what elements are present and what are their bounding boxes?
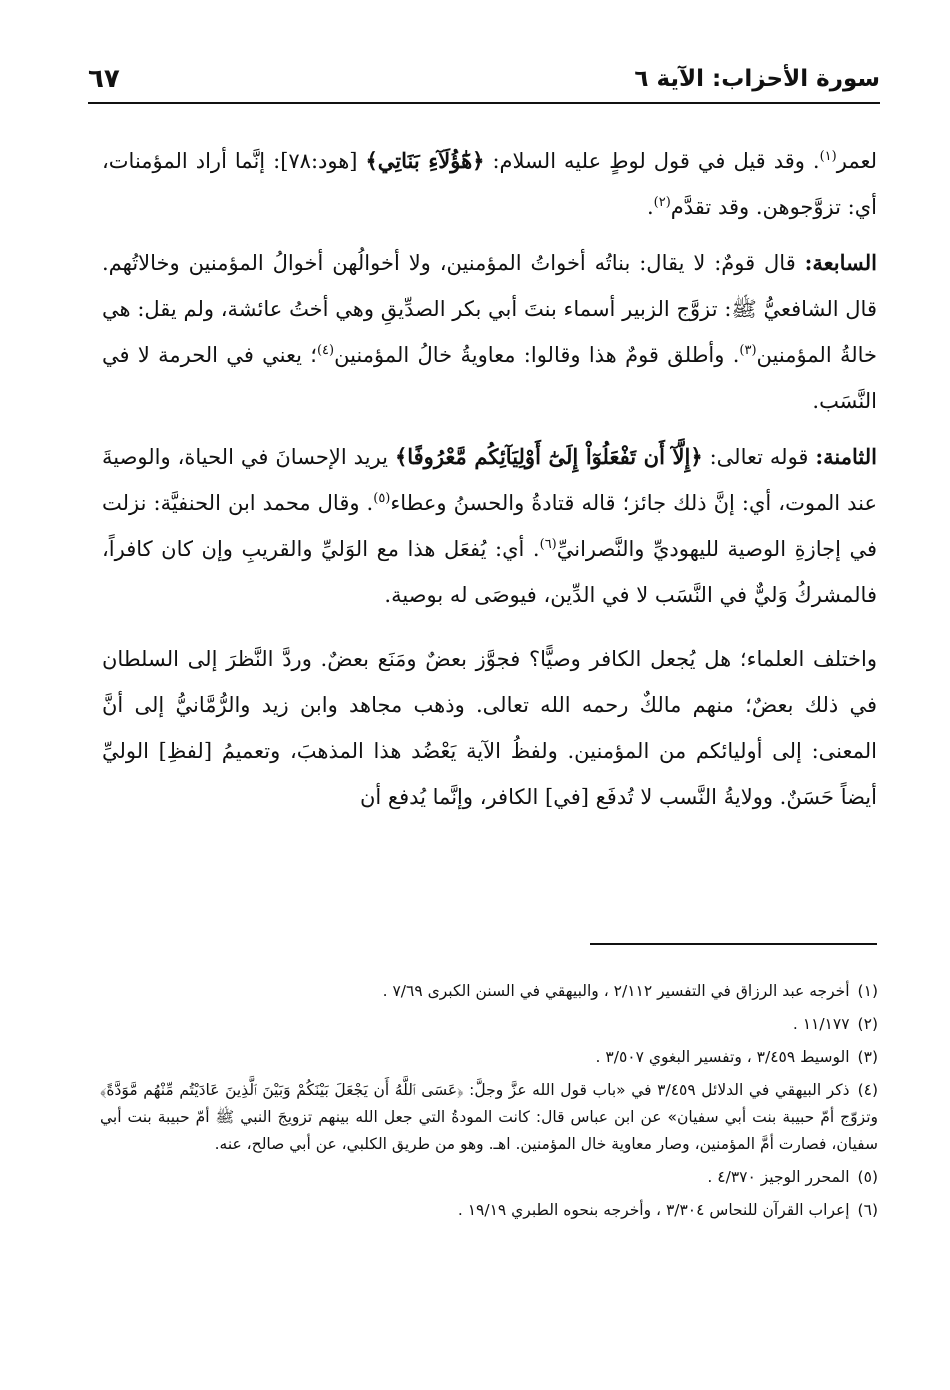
running-title: سورة الأحزاب: الآية ٦: [634, 66, 880, 92]
paragraph-8th: [102, 434, 877, 618]
footnote-4: [100, 1077, 878, 1158]
section-label: السابعة:: [804, 250, 877, 275]
footnote-text: الوسيط ٣/٤٥٩ ، وتفسير البغوي ٣/٥٠٧ .: [595, 1048, 850, 1066]
quran-verse: ﴿إِلَّآ أَن تَفْعَلُوٓاْ إِلَىٰٓ أَوْلِيَآئِكُم مَّعْرُوفًا﴾: [394, 444, 703, 469]
footnotes: [100, 978, 878, 1230]
text-run: . وقال محمد ابن الحنفيَّة: نزلت في إجازةِ الوصية لليهوديِّ والنَّصرانيِّ: [102, 491, 878, 561]
page-header: [88, 58, 880, 106]
text-run: [هود:٧٨]: إنَّما أراد المؤمنات، أي: تزوَّجوهن. وقد تقدَّم: [102, 149, 877, 219]
footnote-5: [100, 1164, 878, 1191]
footnote-ref[interactable]: (٦): [539, 537, 557, 552]
footnote-text: إعراب القرآن للنحاس ٣/٣٠٤ ، وأخرجه بنحوه الطبري ١٩/١٩ .: [457, 1201, 850, 1219]
footnote-number: (٣): [857, 1048, 878, 1066]
footnote-3: [100, 1044, 878, 1071]
footnote-ref[interactable]: (٣): [739, 343, 757, 358]
footnote-text: المحرر الوجيز ٤/٣٧٠ .: [707, 1168, 850, 1186]
text-run: قال قومٌ: لا يقال: بناتُه أخواتُ المؤمنين، ولا أخوالُهن أخوالُ المؤمنين وخالاتُهم. قال الشافعيُّ ﷺ: تزوَّج الزبير أسماء بنتَ أبي بكر الصدِّيقِ وهي أختُ عائشة، ولم يقل: هي خالةُ المؤمنين: [102, 251, 878, 367]
footnote-ref[interactable]: (٤): [316, 343, 335, 358]
page-number: ٦٧: [88, 64, 120, 94]
footnote-number: (٦): [857, 1201, 878, 1219]
footnote-number: (٥): [857, 1168, 878, 1186]
footnote-ref[interactable]: (٢): [653, 195, 671, 210]
footnote-number: (٤): [857, 1081, 879, 1099]
footnote-number: (٢): [857, 1015, 878, 1033]
header-rule: [88, 102, 880, 104]
section-label: الثامنة:: [815, 444, 877, 469]
footnote-6: [100, 1197, 878, 1224]
footnote-2: [100, 1011, 878, 1038]
text-run: يريد الإحسانَ في الحياة، والوصيةَ عند الموت، أي: إنَّ ذلك جائز؛ قاله قتادةُ والحسنُ وعطاء: [102, 445, 877, 515]
text-run: . أي: يُفعَل هذا مع الوَليِّ والقريبِ وإن كان كافراً، فالمشركُ وَليٌّ في النَّسَب لا في الدِّين، فيوصَى له بوصية.: [102, 537, 877, 607]
footnote-1: [100, 978, 878, 1005]
footnote-separator: [590, 943, 877, 945]
footnote-text: ذكر البيهقي في الدلائل ٣/٤٥٩ في «باب قول الله عزَّ وجلَّ: ﴿عَسَى ٱللَّهُ أَن يَجْعَلَ بَيْنَكُمْ وَبَيْنَ ٱلَّذِينَ عَادَيْتُم مِّنْهُم مَّوَدَّةً﴾ وتزوّج أمّ حبيبة بنت أبي سفيان» عن ابن عباس قال: كانت المودةُ التي جعل الله بينهم تزويجَ النبي ﷺ أمّ حبيبة بنت أبي سفيان، فصارت أمَّ المؤمنين، وصار معاوية خال المؤمنين. اهـ. وهو من طريق الكلبي، عن أبي صالح، عنه.: [100, 1081, 878, 1153]
paragraph-1: [102, 138, 877, 230]
text-run: ؛ يعني في الحرمة لا في النَّسَب.: [102, 343, 877, 413]
text-run: . وأطلق قومٌ هذا وقالوا: معاويةُ خالُ المؤمنين: [334, 343, 740, 367]
footnote-ref[interactable]: (١): [819, 149, 837, 164]
text-run: . وقد قيل في قول لوطٍ عليه السلام:: [484, 149, 820, 173]
footnote-number: (١): [857, 982, 878, 1000]
footnote-ref[interactable]: (٥): [373, 491, 391, 506]
paragraph-scholars: واختلف العلماء؛ هل يُجعل الكافر وصيًّا؟ فجوَّز بعضٌ ومَنَع بعضٌ. وردَّ النَّظرَ إلى السلطان في ذلك بعضٌ؛ منهم مالكٌ رحمه الله تعالى. وذهب مجاهد وابن زيد والرُّمَّانيُّ إلى أنَّ المعنى: إلى أوليائكم من المؤمنين. ولفظُ الآية يَعْضُد هذا المذهبَ، وتعميمُ [لفظِ] الوليِّ أيضاً حَسَنٌ. وولايةُ النَّسب لا تُدفَع [في] الكافر، وإنَّما يُدفع أن: [102, 647, 877, 809]
quran-verse: ﴿هَٰٓؤُلَآءِ بَنَاتِي﴾: [365, 148, 485, 173]
text-run: لعمر: [836, 149, 877, 173]
paragraph-7th: [102, 240, 877, 424]
footnote-text: ١١/١٧٧ .: [792, 1015, 850, 1033]
footnote-text: أخرجه عبد الرزاق في التفسير ٢/١١٢ ، والبيهقي في السنن الكبرى ٧/٦٩ .: [382, 982, 850, 1000]
text-run: .: [646, 195, 654, 219]
text-run: قوله تعالى:: [702, 445, 816, 469]
main-text: [102, 138, 877, 820]
